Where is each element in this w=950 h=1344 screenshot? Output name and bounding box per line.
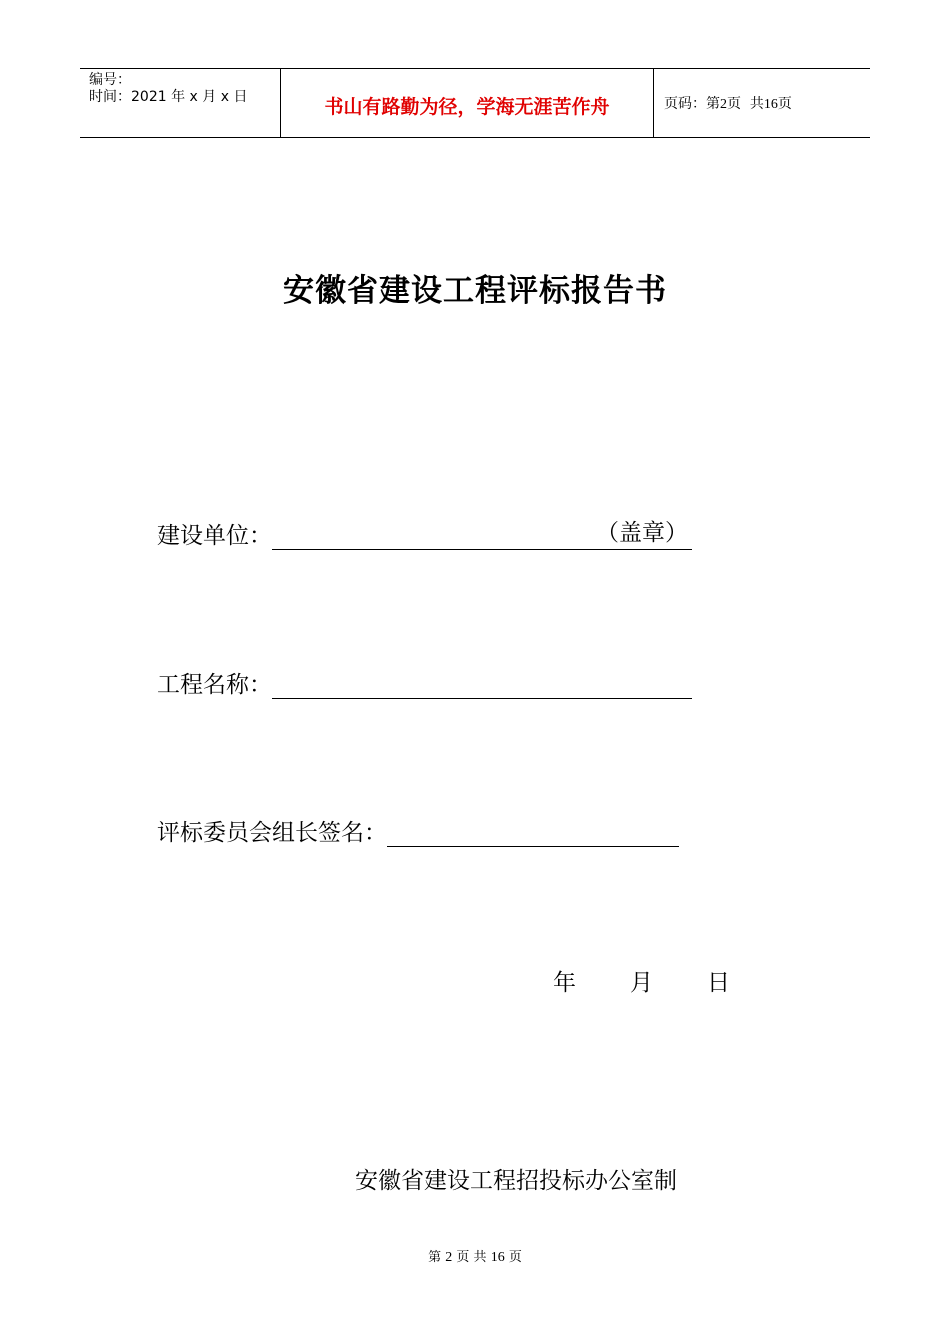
builder-label: 建设单位： [157, 523, 272, 549]
footer-suffix: 页 [508, 1250, 522, 1265]
document-title: 安徽省建设工程评标报告书 [283, 273, 667, 309]
project-field [157, 665, 692, 699]
footer-mid: 页 共 [456, 1250, 487, 1265]
leader-field [157, 813, 679, 847]
time-label: 时间：2021 年 x 月 x 日 [89, 89, 248, 105]
page-total: 16 [763, 97, 778, 112]
footer-prefix: 第 [428, 1250, 442, 1265]
project-blank-line[interactable] [272, 668, 692, 699]
footer-total: 16 [490, 1250, 505, 1265]
project-label: 工程名称： [157, 672, 272, 698]
page-header [80, 68, 870, 138]
motto: 书山有路勤为径，学海无涯苦作舟 [281, 69, 654, 137]
builder-stamp: （盖章） [596, 520, 688, 546]
page-prefix: 页码：第 [664, 96, 720, 112]
issuer: 安徽省建设工程招投标办公室制 [355, 1168, 677, 1194]
number-label: 编号： [89, 72, 131, 88]
footer-current: 2 [445, 1250, 453, 1265]
page-mid: 页 共 [727, 96, 764, 112]
page-current: 2 [720, 97, 727, 112]
builder-field [157, 516, 692, 550]
date-year: 年 [553, 970, 576, 996]
date-day: 日 [707, 970, 730, 996]
header-meta [80, 69, 281, 137]
page-suffix: 页 [777, 96, 792, 112]
date-month: 月 [630, 970, 653, 996]
leader-blank-line[interactable] [387, 816, 679, 847]
builder-blank-line[interactable] [272, 519, 692, 550]
leader-label: 评标委员会组长签名： [157, 820, 387, 846]
date-row [553, 964, 730, 997]
header-page-info [654, 69, 870, 137]
page-footer [0, 1246, 950, 1266]
